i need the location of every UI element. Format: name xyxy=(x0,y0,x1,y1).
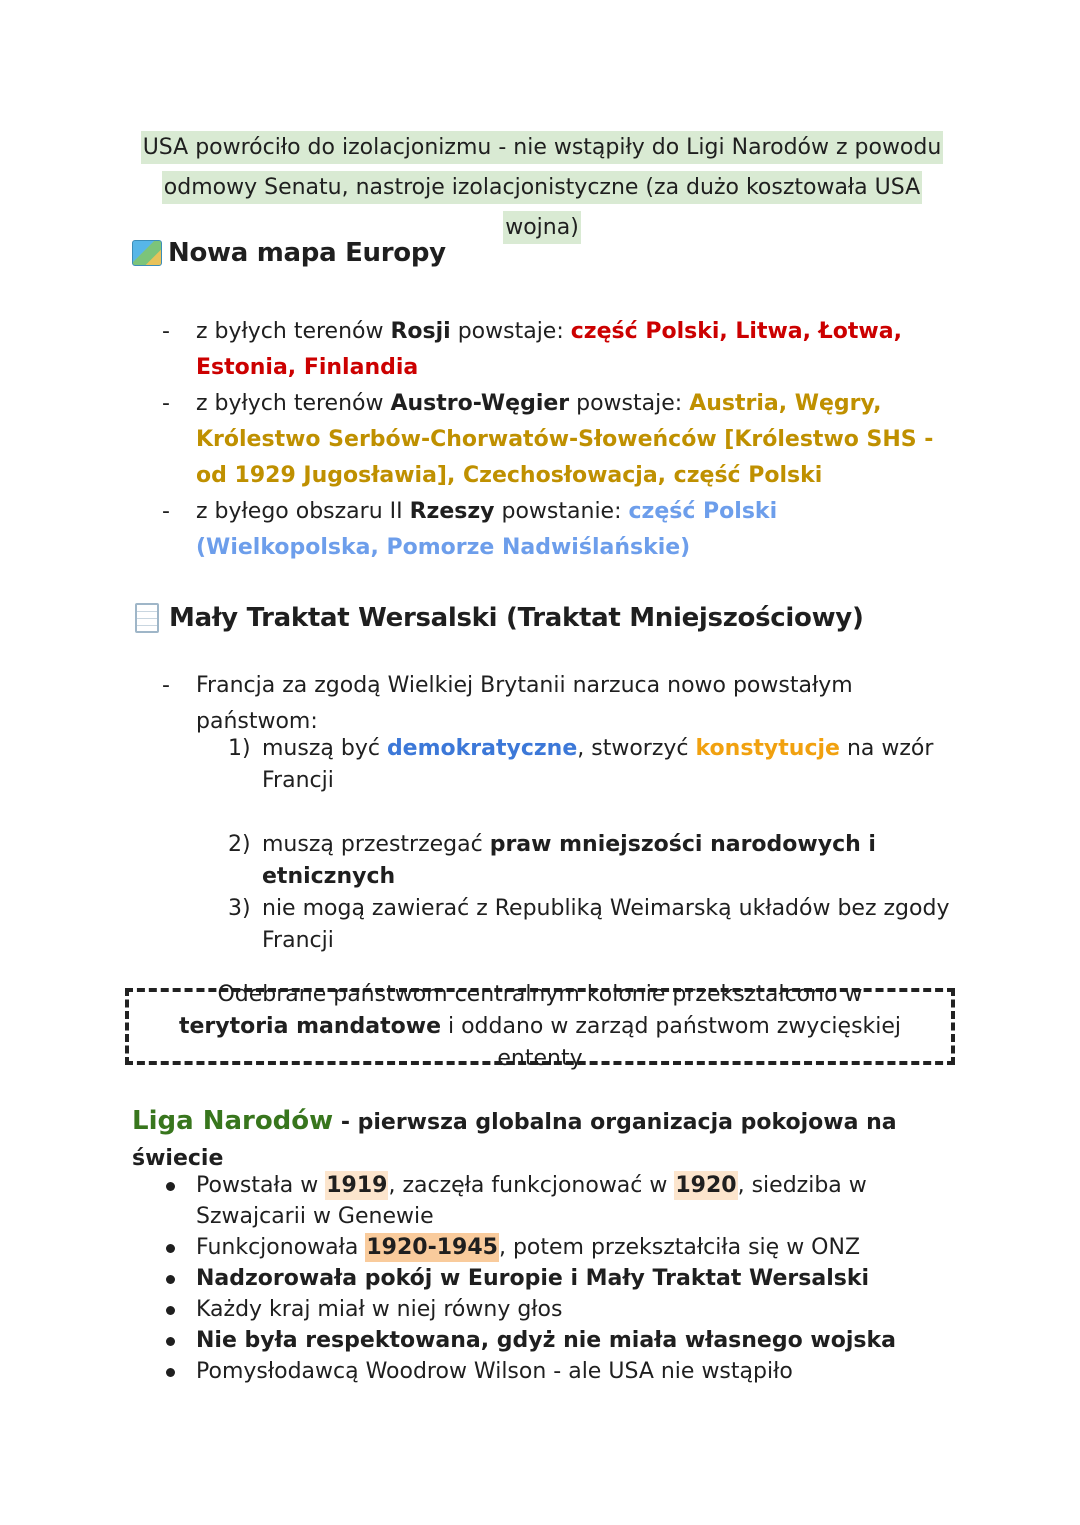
item-text: na wzór Francji xyxy=(262,736,934,793)
list-item: Nie była respektowana, gdyż nie miała własnego wojska xyxy=(160,1325,960,1356)
item-text: , potem przekształciła się w ONZ xyxy=(498,1235,861,1260)
item-text: Powstała w xyxy=(196,1173,326,1198)
treaty-list xyxy=(160,668,960,740)
year-highlight: 1919 xyxy=(326,1173,388,1198)
list-item: Pomysłodawcą Woodrow Wilson - ale USA nie wstąpiło xyxy=(160,1356,960,1387)
note-text-post: i oddano w zarząd państwom zwycięskiej ententy xyxy=(441,1013,902,1071)
item-text: z byłego obszaru II xyxy=(196,499,410,524)
intro-paragraph xyxy=(132,128,952,248)
list-item: Każdy kraj miał w niej równy głos xyxy=(160,1294,960,1325)
list-item xyxy=(160,494,960,566)
treaty-point-2 xyxy=(228,829,958,893)
note-bold: terytoria mandatowe xyxy=(178,1013,441,1039)
liga-subtitle: pierwsza globalna organizacja pokojowa na świecie xyxy=(132,1110,897,1171)
document-icon xyxy=(135,603,159,633)
item-text: powstanie: xyxy=(494,499,629,524)
section-title-treaty: Mały Traktat Wersalski (Traktat Mniejszościowy) xyxy=(169,603,864,633)
list-item xyxy=(160,1170,960,1232)
liga-heading xyxy=(132,1103,992,1177)
item-text: z byłych terenów xyxy=(196,319,391,344)
item-text: Funkcjonowała xyxy=(196,1235,366,1260)
year-range-highlight: 1920-1945 xyxy=(366,1235,498,1260)
item-colored: Austria, Węgry, Królestwo Serbów-Chorwatów-Słoweńców [Królestwo SHS - od 1929 Jugosławia], Czechosłowacja, część Polski xyxy=(196,391,934,488)
treaty-point-3 xyxy=(228,893,958,957)
item-bold: Rosji xyxy=(390,319,451,344)
item-colored: część Polski (Wielkopolska, Pomorze Nadwiślańskie) xyxy=(196,499,778,560)
list-item: Nadzorowała pokój w Europie i Mały Traktat Wersalski xyxy=(160,1263,960,1294)
item-text: muszą być xyxy=(262,736,387,761)
section-heading-treaty xyxy=(132,603,864,633)
item-bold: praw mniejszości narodowych i etnicznych xyxy=(262,832,876,889)
item-bold: Rzeszy xyxy=(409,499,495,524)
item-text: z byłych terenów xyxy=(196,391,391,416)
list-item xyxy=(160,386,960,494)
section-title-map: Nowa mapa Europy xyxy=(168,238,446,268)
item-text: muszą przestrzegać xyxy=(262,832,490,857)
note-text xyxy=(160,979,920,1075)
section-heading-map xyxy=(132,238,446,268)
item-colored: część Polski, Litwa, Łotwa, Estonia, Finlandia xyxy=(196,319,902,380)
numbered-item xyxy=(228,829,958,893)
item-text: , stworzyć xyxy=(577,736,696,761)
numbered-item xyxy=(228,733,958,797)
numbered-item xyxy=(228,893,958,957)
item-colored: demokratyczne xyxy=(386,736,578,761)
list-item xyxy=(160,314,960,386)
year-highlight: 1920 xyxy=(675,1173,737,1198)
item-text: , siedziba w Szwajcarii w Genewie xyxy=(196,1173,867,1229)
intro-text: USA powróciło do izolacjonizmu - nie wstąpiły do Ligi Narodów z powodu odmowy Senatu, nastroje izolacjonistyczne (za dużo kosztowała USA wojna) xyxy=(141,131,944,244)
liga-separator: - xyxy=(333,1110,358,1135)
map-list xyxy=(160,314,960,566)
item-text: powstaje: xyxy=(450,319,571,344)
list-item: - Francja za zgodą Wielkiej Brytanii narzuca nowo powstałym państwom: xyxy=(160,668,960,740)
item-number: 1) xyxy=(228,736,251,761)
item-number: 3) xyxy=(228,896,251,921)
treaty-point-1 xyxy=(228,733,958,797)
note-text-pre: Odebrane państwom centralnym kolonie przekształcono w xyxy=(217,981,863,1007)
liga-list xyxy=(160,1170,960,1387)
item-bold: Austro-Węgier xyxy=(390,391,570,416)
item-text: nie mogą zawierać z Republiką Weimarską układów bez zgody Francji xyxy=(262,896,950,953)
item-text: , zaczęła funkcjonować w xyxy=(388,1173,675,1198)
item-number: 2) xyxy=(228,832,251,857)
mandate-note-box xyxy=(125,981,955,1071)
list-item xyxy=(160,1232,960,1263)
liga-title: Liga Narodów xyxy=(132,1106,334,1136)
item-colored: konstytucje xyxy=(695,736,840,761)
item-text: powstaje: xyxy=(569,391,690,416)
world-map-icon xyxy=(132,240,162,266)
